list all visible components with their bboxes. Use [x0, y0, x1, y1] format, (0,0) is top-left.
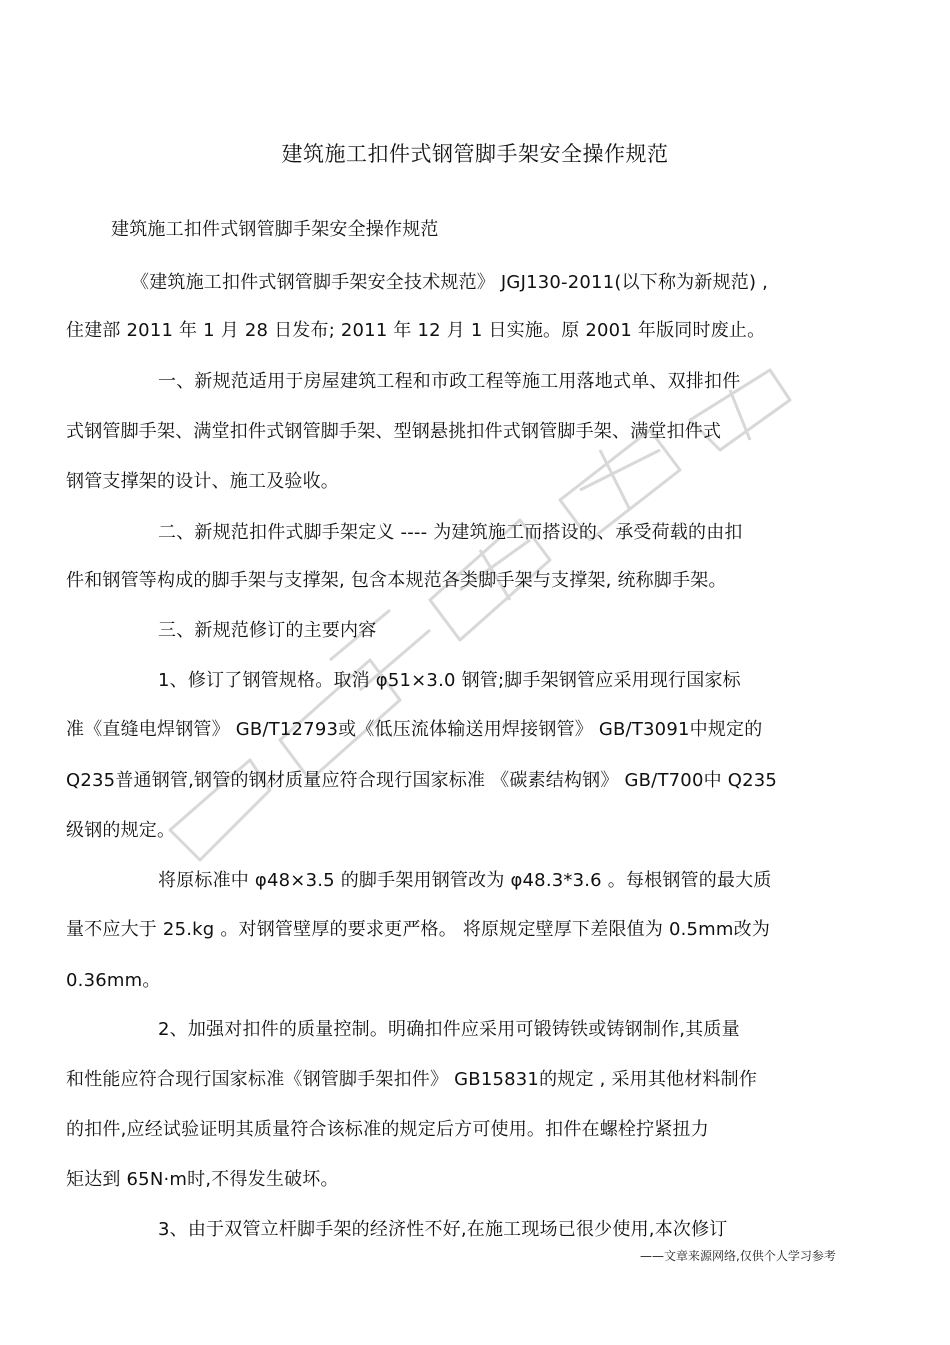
section-heading: 三、新规范修订的主要内容 — [158, 620, 377, 641]
paragraph-line: 级钢的规定。 — [66, 820, 176, 841]
paragraph-line: 和性能应符合现行国家标准《钢管脚手架扣件》 GB15831的规定 , 采用其他材料制作 — [66, 1069, 758, 1090]
page-title: 建筑施工扣件式钢管脚手架安全操作规范 — [281, 142, 669, 166]
paragraph-line: 钢管支撑架的设计、施工及验收。 — [66, 471, 339, 492]
paragraph-line: Q235普通钢管,钢管的钢材质量应符合现行国家标准 《碳素结构钢》 GB/T700中 Q235 — [66, 770, 778, 791]
paragraph-line: 式钢管脚手架、满堂扣件式钢管脚手架、型钢悬挑扣件式钢管脚手架、满堂扣件式 — [66, 421, 722, 442]
paragraph-line: 一、新规范适用于房屋建筑工程和市政工程等施工用落地式单、双排扣件 — [158, 371, 741, 392]
subtitle-line: 建筑施工扣件式钢管脚手架安全操作规范 — [111, 219, 439, 240]
paragraph-line: 件和钢管等构成的脚手架与支撑架, 包含本规范各类脚手架与支撑架, 统称脚手架。 — [66, 570, 727, 591]
paragraph-line: 《建筑施工扣件式钢管脚手架安全技术规范》 JGJ130-2011(以下称为新规范) , — [131, 272, 769, 293]
paragraph-line: 矩达到 65N·m时,不得发生破坏。 — [66, 1169, 339, 1190]
paragraph-line: 将原标准中 φ48×3.5 的脚手架用钢管改为 φ48.3*3.6 。每根钢管的最大质 — [158, 870, 772, 891]
paragraph-line: 住建部 2011 年 1 月 28 日发布; 2011 年 12 月 1 日实施。原 2001 年版同时废止。 — [66, 320, 766, 341]
paragraph-line: 准《直缝电焊钢管》 GB/T12793或《低压流体输送用焊接钢管》 GB/T3091中规定的 — [66, 719, 763, 740]
paragraph-line: 二、新规范扣件式脚手架定义 ---- 为建筑施工而搭设的、承受荷载的由扣 — [158, 522, 743, 543]
page-footer-note: ——文章来源网络,仅供个人学习参考 — [640, 1249, 836, 1263]
paragraph-line: 的扣件,应经试验证明其质量符合该标准的规定后方可使用。扣件在螺栓拧紧扭力 — [66, 1119, 709, 1140]
paragraph-line: 1、修订了钢管规格。取消 φ51×3.0 钢管;脚手架钢管应采用现行国家标 — [158, 670, 741, 691]
paragraph-line: 3、由于双管立杆脚手架的经济性不好,在施工现场已很少使用,本次修订 — [158, 1219, 728, 1240]
paragraph-line: 量不应大于 25.kg 。对钢管壁厚的要求更严格。 将原规定壁厚下差限值为 0.5mm改为 — [66, 919, 771, 940]
paragraph-line: 2、加强对扣件的质量控制。明确扣件应采用可锻铸铁或铸钢制作,其质量 — [158, 1019, 740, 1040]
paragraph-line: 0.36mm。 — [66, 970, 161, 991]
